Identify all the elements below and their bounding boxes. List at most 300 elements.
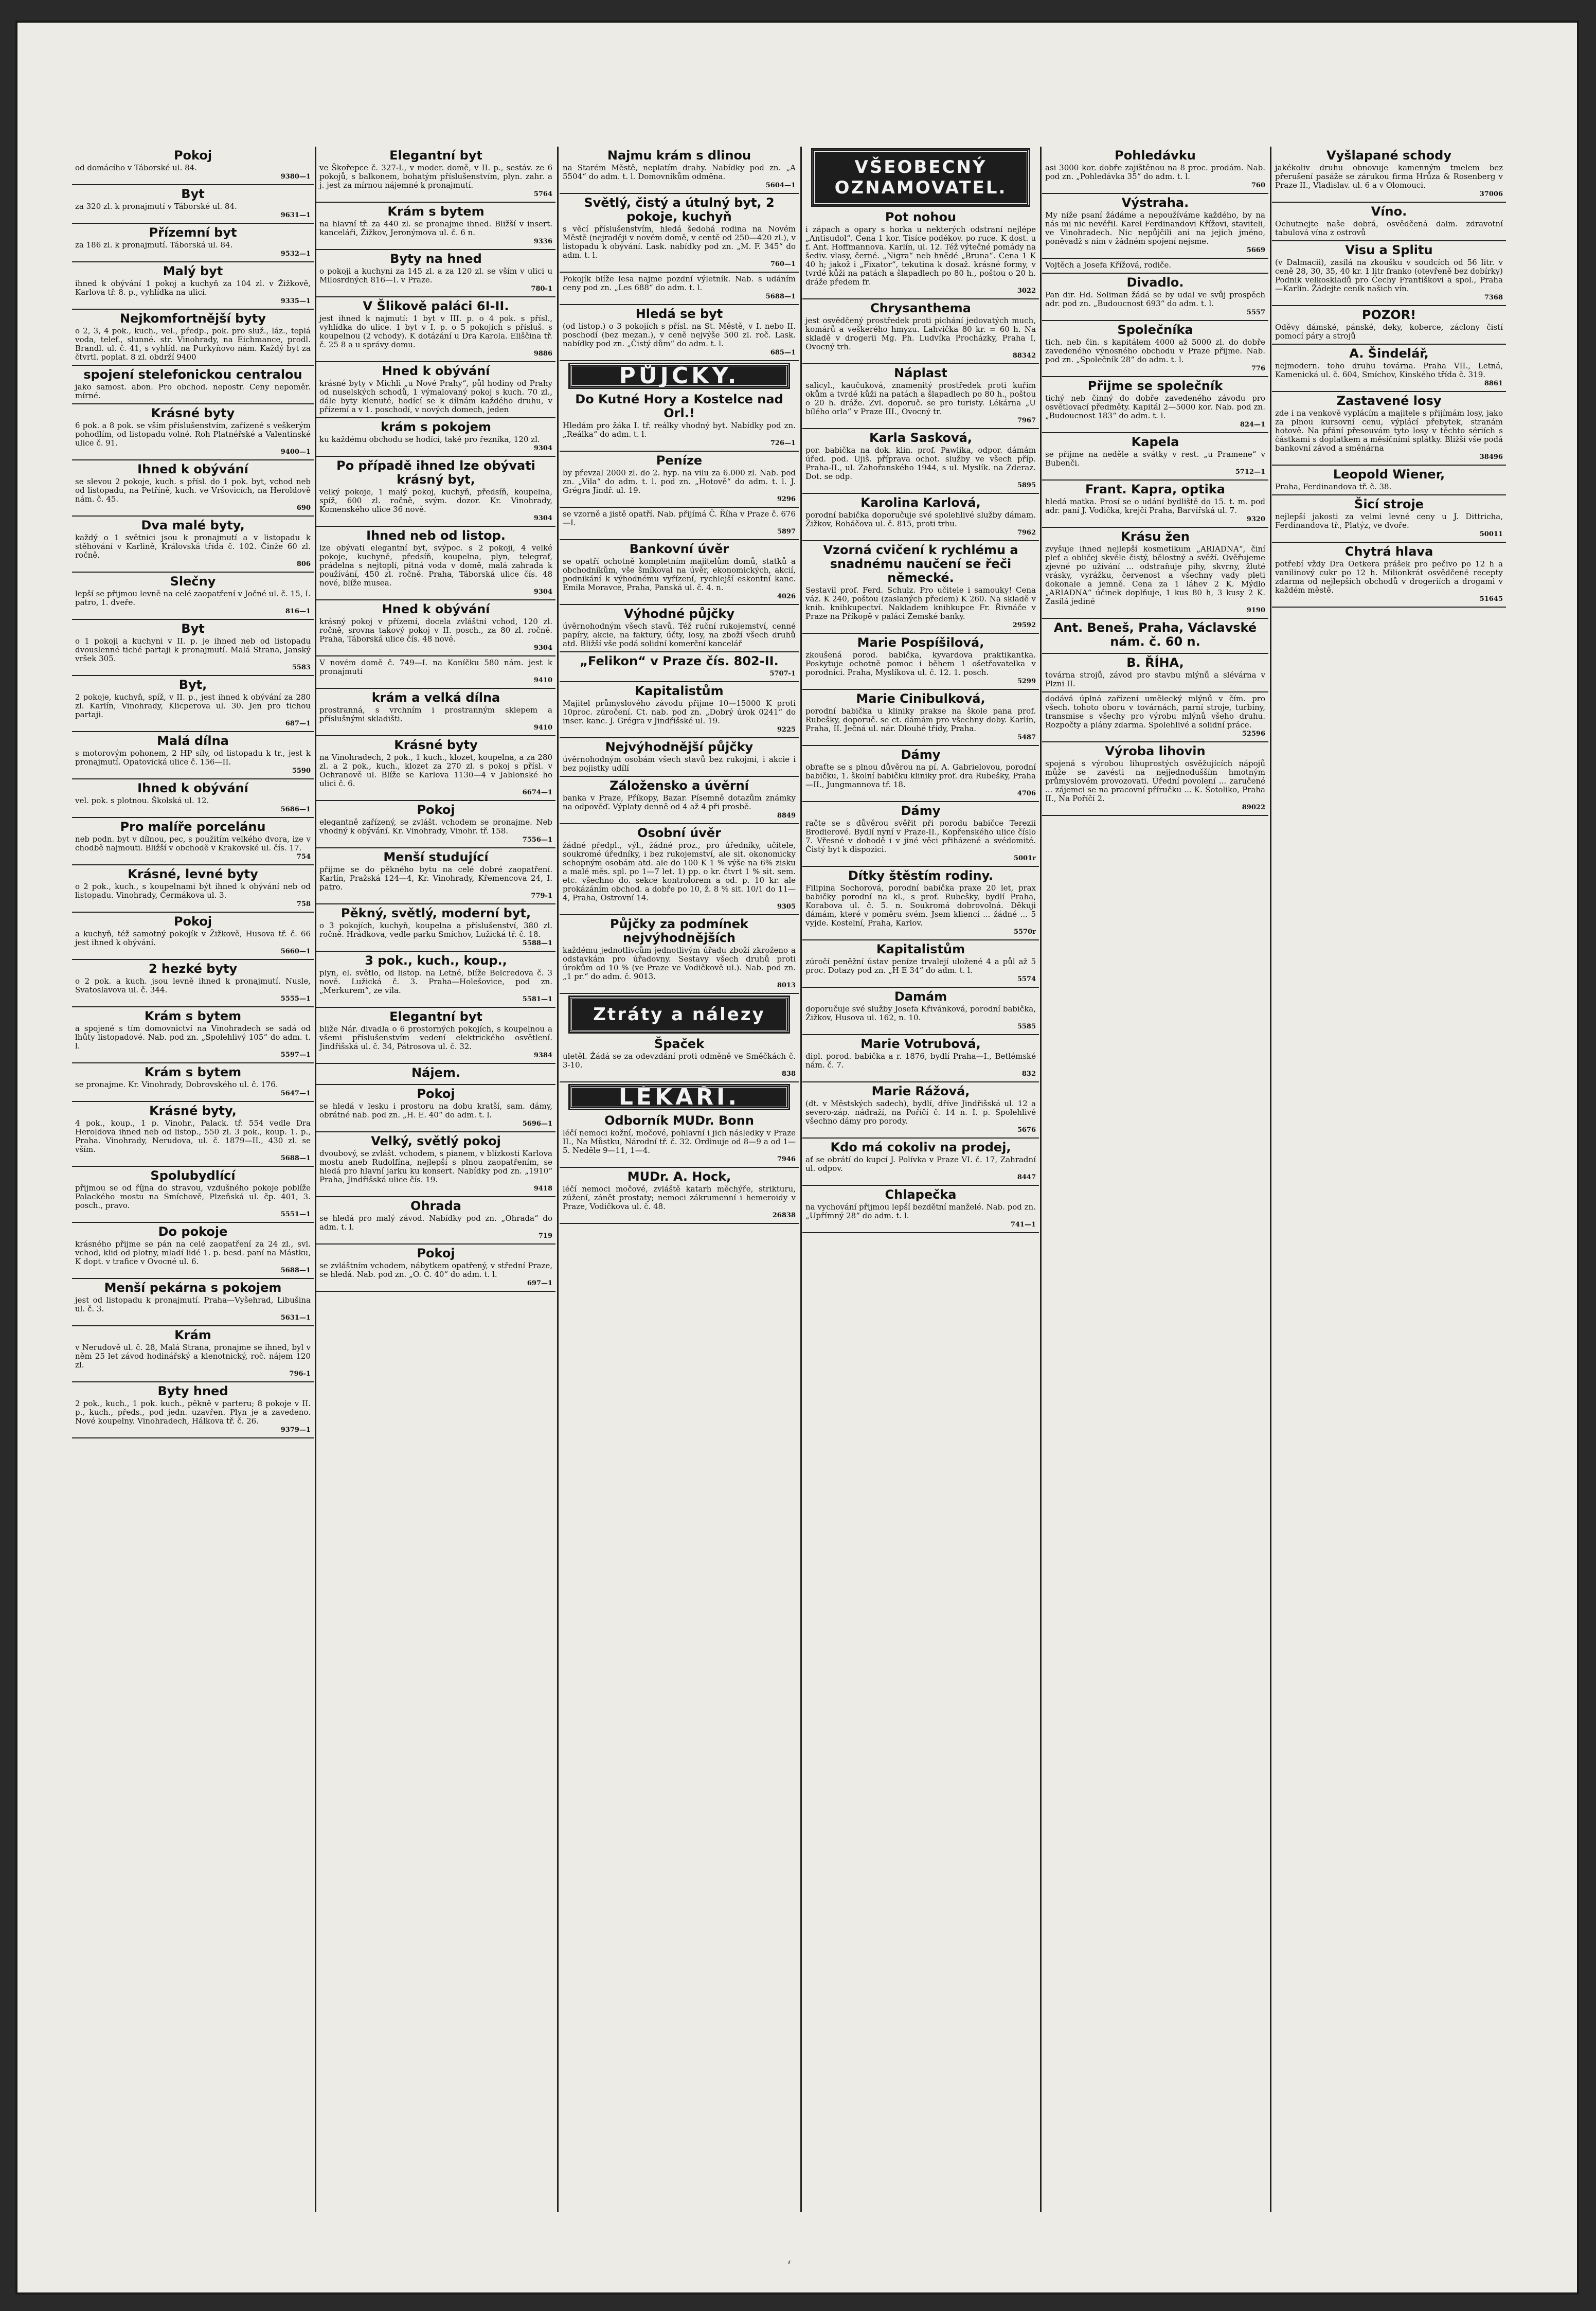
ad-text: každému jednotlivcům jednotlivým úřadu zboží zkroženo a odstavkám pro úřadovny. Sestavy všech druhů proti úrokům od 10 % (ve Praze ve Vodičkově ul.). Nab. pod zn. „1 pr.“ do adm. č. 9013. <box>563 946 796 981</box>
ad-text: s motorovým pohonem, 2 HP síly, od listopadu k tr., jest k pronajmutí. Opatovická ulice č. 156—II. <box>75 749 311 767</box>
ad-text: 2 pok., kuch., 1 pok. kuch., pěkně v parteru; 8 pokoje v II. p., kuch., předs., pod jedn. uzavřen. Plyn je a zavedeno. Nové koupelny. Vinohradech, Hálkova tř. č. 26. <box>75 1399 311 1426</box>
ad-title: Byt, <box>178 678 207 692</box>
ad-text: by převzal 2000 zl. do 2. hyp. na vilu za 6.000 zl. Nab. pod zn. „Vila“ do adm. t. l. pod zn. „Hotově“ do adm. t. l. J. Grégra Jindř. ul. 19. <box>563 468 796 495</box>
banner-ztraty-a-nalezy: Ztráty a nálezy <box>570 997 788 1032</box>
ad-text: Filipina Sochorová, porodní babička praxe 20 let, prax babičky porodní na kl., s prof. Rubešky, bydlí Praha, Korabova ul. č. 5. n. Soukromá dobrovolná. Děkuji dámám, které v poměru svém. Jsem kliencí ... žádné ... 5 vyjde. Kostelní, Praha, Karlov. <box>805 883 1036 928</box>
ad-title: Půjčky za podmínek nejvýhodnějších <box>609 917 748 945</box>
ad-title: Vzorná cvičení k rychlému a snadnému naučení se řeči německé. <box>823 543 1018 585</box>
ad-number: 26838 <box>772 1212 796 1219</box>
ad-text: obraťte se s plnou důvěrou na pí. A. Gabrielovou, porodní babičku, 1. školní babičku kliniky prof. dra Rubešky, Praha—II., Jungmannova tř. 18. <box>805 762 1036 789</box>
classified-ad <box>802 208 1039 299</box>
ad-number: 9410 <box>533 724 552 732</box>
ad-text: tichý neb činný do dobře zavedeného závodu pro osvětlovací předměty. Kapitál 2—5000 kor. Nab. pod zn. „Budoucnost 183“ do adm. t. l. <box>1045 394 1265 420</box>
ad-text: Pokojík blíže lesa najme pozdní výletník. Nab. s udáním ceny pod zn. „Les 688“ do adm. t. l. <box>563 274 796 292</box>
ad-text: jest ihned k najmutí: 1 byt v III. p. o 4 pok. s přísl., vyhlídka do ulice. 1 byt v I. p. o 5 pokojích s přísluš. s koupelnou (2 vchody). K dotázání u Dra Karola. Eliščina tř. č. 25 8 a u správy domu. <box>319 314 552 349</box>
ad-text: prostranná, s vrchním i prostranným sklepem a příslušnými skladišti. <box>319 705 552 723</box>
classified-ad <box>802 364 1039 429</box>
classified-ad <box>560 540 799 605</box>
classified-ad <box>1272 466 1506 495</box>
ad-title: Zastavené losy <box>1336 394 1442 408</box>
ad-title: Chrysanthema <box>870 301 971 315</box>
ad-text: dvoubový, se zvlášt. vchodem, s pianem, v blízkosti Karlova mostu aneb Rudolfína, nejlepší s plnou zaopatřením, se hledá pro hlavní jarku ku konsert. Nabídky pod zn. „1910“ Praha, Jindřišská ulice čís. 19. <box>319 1149 552 1184</box>
ad-text: úvěrnohodným všech stavů. Též ruční rukojemství, cenné papíry, akcie, na faktury, účty, losy, na zboží všech druhů atd. Bližší vše podá solidní komerční kancelář <box>563 621 796 648</box>
ad-text: porodní babička u kliniky prakse na škole pana prof. Rubešky, doporuč. se ct. dámám pro všechny doby. Karlín, Praha, II. Ječná ul. nár. Dlouhé třídy, Praha. <box>805 706 1036 733</box>
ad-text: banka v Praze, Příkopy, Bazar. Písemně dotazům známky na odpověď. Výplaty denně od 4 až 4 při prosbě. <box>563 793 796 811</box>
classified-ad <box>560 305 799 361</box>
ad-text: o 2 pok. a kuch. jsou levně ihned k pronajmutí. Nusle, Svatoslavova ul. č. 344. <box>75 976 311 994</box>
classified-ad <box>1042 528 1268 619</box>
classified-ad <box>560 452 799 508</box>
ad-number: 37006 <box>1479 190 1503 198</box>
ad-title: Hned k obývání <box>382 602 490 616</box>
classified-ad <box>560 777 799 824</box>
ad-number: 780-1 <box>531 285 552 293</box>
ad-text: se přijme na neděle a svátky v rest. „u Pramene“ v Bubenči. <box>1045 450 1265 468</box>
ad-text: lepší se přijmou levně na celé zaopatření v Jočné ul. č. 15, I. patro, 1. dveře. <box>75 589 311 607</box>
classified-ad <box>1272 543 1506 608</box>
ad-number: 5604—1 <box>765 182 796 189</box>
ad-number: 7368 <box>1484 294 1503 301</box>
ad-number: 50011 <box>1479 530 1503 538</box>
ad-text: Sestavil prof. Ferd. Schulz. Pro učitele i samouky! Cena váz. K 240, poštou (zaslaných předem) K 260. Na skladě v knih. knihkupectví. Nakladem knihkupce Fr. Řivnáče v Praze na Příkopě v paláci Zemské banky. <box>805 585 1036 621</box>
banner-pujcky: PŮJČKY. <box>570 364 788 387</box>
ad-text: V novém domě č. 749—I. na Koníčku 580 nám. jest k pronajmutí <box>319 658 552 676</box>
ad-text: o 1 pokoji a kuchyni v II. p. je ihned neb od listopadu dvouslenné tiché partaji k pronajmutí. Malá Strana, Janský vršek 305. <box>75 636 311 663</box>
ad-title: Víno. <box>1371 204 1407 219</box>
ad-number: 7556—1 <box>522 836 552 844</box>
ad-number: 5660—1 <box>280 948 311 955</box>
classified-ad <box>72 517 314 573</box>
classified-ad <box>316 147 555 203</box>
ad-title: spojení stelefonickou centralou <box>83 367 302 382</box>
ad-text: Majitel průmyslového závodu přijme 10—15000 K proti 10proc. zúročení. Ct. nab. pod zn. „Dobrý úrok 0241“ do inser. kanc. J. Grégra v Jindřišské ul. 19. <box>563 699 796 725</box>
ad-text: jakékoliv druhu obnovuje kamenným tmelem bez přerušení pasáže se zárukou firma Hrůza & Rosenberg v Praze II., Vladislav. ul. 6 a v Olomouci. <box>1275 163 1503 190</box>
ad-title: Byty hned <box>157 1384 228 1398</box>
ad-text: uletěl. Žádá se za odevzdání proti odměně ve Směčkách č. 3-10. <box>563 1052 796 1070</box>
classified-ad <box>316 418 555 457</box>
ad-text: Praha, Ferdinandova tř. č. 38. <box>1275 482 1392 491</box>
ad-number: 796-1 <box>289 1370 311 1378</box>
ad-title: Do pokoje <box>158 1224 228 1239</box>
classified-ad <box>1042 194 1268 259</box>
classified-ad <box>1272 345 1506 392</box>
ad-number: 5581—1 <box>522 995 552 1003</box>
ad-text: přijmou se od října do stravou, vzdušného pokoje poblíže Palackého mostu na Smíchově, Plzeňská ul. čp. 401, 3. posch., pravo. <box>75 1183 311 1210</box>
ad-text: zde i na venkově vyplácím a majitele s přijímám losy, jako za plnou kursovní cenu, výplácí přebytek, stranám hotově. Na přání přesouvám tyto losy v těchto sériích s částkami s doplatkem a měsíčními splátky. Bližší vše podá bankovní závod a směnárna <box>1275 408 1503 453</box>
page-mark: ʻ <box>787 2259 792 2274</box>
ad-number: 5590 <box>292 767 311 775</box>
classified-ad <box>316 1132 555 1197</box>
classified-ad <box>802 299 1039 364</box>
ad-title: Marie Cinibulková, <box>856 691 985 706</box>
ad-number: 816—1 <box>285 608 311 615</box>
ad-title: Nájem. <box>411 1065 460 1080</box>
ad-number: 5688—1 <box>765 293 796 300</box>
ad-number: 6674—1 <box>522 789 552 796</box>
classified-ad <box>802 802 1039 867</box>
classified-ad <box>1042 377 1268 433</box>
classified-ad <box>72 732 314 779</box>
ad-number: 8447 <box>1017 1174 1036 1181</box>
ad-number: 726—1 <box>770 439 796 447</box>
ad-title: 2 hezké byty <box>148 962 238 976</box>
classified-ad <box>316 1197 555 1245</box>
column-5 <box>1042 147 1268 2212</box>
classified-ad <box>316 1245 555 1292</box>
ad-text: léčí nemoci močové, zvláště katarh měchýře, strikturu, zúžení, zánět prostaty; nemoci zákrumenní i hemeroidy v Praze, Vodičkova ul. č. 48. <box>563 1184 796 1211</box>
ad-number: 5631—1 <box>280 1314 311 1322</box>
column-rule <box>1040 147 1042 2212</box>
ad-text: o 3 pokojích, kuchyň, koupelna a příslušenství, 380 zl. ročně. Hrádkova, vedle parku Smíchov, Lužická tř. č. 18. <box>319 921 552 939</box>
ad-number: 7967 <box>1017 417 1036 424</box>
ad-text: Ochutnejte naše dobrá, osvědčená dalm. zdravotní tabulová vína z ostrovů <box>1275 219 1503 237</box>
ad-title: Pot nohou <box>885 210 957 224</box>
ad-title: Kapitalistům <box>635 684 724 698</box>
ad-title: 3 pok., kuch., koup., <box>365 953 507 968</box>
classified-ad <box>560 738 799 777</box>
ad-text: 2 pokoje, kuchyň, spíž, v II. p., jest ihned k obývání za 280 zl. Karlín, Vinohrady, Klicperova ul. 30. Jen pro tichou partaji. <box>75 692 311 719</box>
ad-title: Světlý, čistý a útulný byt, 2 pokoje, kuchyň <box>584 195 775 224</box>
ad-text: (od listop.) o 3 pokojích s přísl. na St. Městě, v I. nebo II. poschodí (bez mezan.), v ceně nejvýše 500 zl. roč. Lask. nabídky pod zn. „Čistý dům“ do adm. t. l. <box>563 322 796 348</box>
classified-ad <box>1042 619 1268 654</box>
ad-title: krám a velká dílna <box>371 690 500 705</box>
classified-ad <box>802 1186 1039 1233</box>
ad-text: o 2, 3, 4 pok., kuch., vel., předp., pok. pro služ., láz., teplá voda, telef., slunné. str. Vinohrady, na Eichmance, prodl. Brandl. ul. č. 41, s vyhlíd. na Purkyňovo nám. Každý byt za čtvrtl. poplat. 8 zl. obdrží 9400 <box>75 326 311 362</box>
classified-ad <box>560 682 799 738</box>
ad-text: žádné předpl., výl., žádné proz., pro úředníky, učitele, soukromé úředníky, i bez rukojemství, ale sit. okonomicky schopným osobám atd. ale do 100 K 1 % výše na 6% zisku a malé měs. spl. po 1—7 let. 1) pp. o kr. čtvrt 1 % sit. sem. etc. všechno do. sekce kontrolorem a od. p. 10 kr. ale prokázáním obchod. a dobře po 10, ž. 8 % sit. 10/1 do 11—4, Praha, Ostrovní 14. <box>563 841 796 902</box>
ad-text: zvyšuje ihned nejlepší kosmetikum „ARIADNA“, činí pleť a obličej skvěle čistý, bělostný a svěží. Ověřujeme zjevné po užívání ... odstraňuje pihy, skvrny, žluté vrásky, vyrážku, červenost a všechny vady pleti dokonale a jemně. Cena za 1 láhev 2 K. Mýdlo „ARIADNA“ účinek doplňuje, 1 kus 80 h, 3 kusy 2 K. Zasílá jediné <box>1045 544 1265 606</box>
ad-text: asi 3000 kor. dobře zajištěnou na 8 proc. prodám. Nab. pod zn. „Pohledávka 35“ do adm. t. l. <box>1045 163 1265 181</box>
classified-ad <box>802 634 1039 690</box>
ad-text: s věcí příslušenstvím, hledá šedohá rodina na Novém Městě (nejraději v novém domě, v centě od 250—420 zl.), v listopadu k obývání. Lask. nabídky pod zn. „M. F. 345“ do adm. t. l. <box>563 224 796 260</box>
column-4 <box>802 147 1039 2212</box>
ad-title: Byt <box>181 187 205 201</box>
classified-ad <box>560 605 799 652</box>
ad-text: a kuchyň, též samotný pokojík v Žižkově, Husova tř. č. 66 jest ihned k obývání. <box>75 929 311 947</box>
ad-text: za 320 zl. k pronajmutí v Táborské ul. 84. <box>75 202 237 211</box>
ad-number: 52596 <box>1242 730 1265 738</box>
classified-ad <box>72 185 314 224</box>
ad-number: 9335—1 <box>280 297 311 305</box>
classified-ad <box>72 818 314 865</box>
ad-title: Ant. Beneš, Praha, Václavské nám. č. 60 n. <box>1053 620 1257 649</box>
ad-title: Pokoj <box>417 803 455 817</box>
ad-text: Pan dir. Hd. Soliman žádá se by udal ve svůj prospěch adr. pod zn. „Budoucnost 693“ do adm. t. l. <box>1045 290 1265 308</box>
ad-title: Záložensko a úvěrní <box>609 778 749 793</box>
ad-title: Vyšlapané schody <box>1326 148 1451 163</box>
classified-ad <box>316 689 555 736</box>
ad-number: 51645 <box>1479 595 1503 603</box>
ad-number: 88342 <box>1012 352 1036 360</box>
ad-number: 5897 <box>777 528 796 536</box>
classified-ad <box>316 457 555 527</box>
classified-ad <box>802 1035 1039 1082</box>
ad-number: 9304 <box>533 445 552 452</box>
ad-text: továrna strojů, závod pro stavbu mlýnů a slévárna v Plzni II. <box>1045 670 1265 688</box>
ad-title: Karolina Karlová, <box>860 495 981 510</box>
ad-title: Krásu žen <box>1121 529 1190 544</box>
ad-text: o pokoji a kuchyni za 145 zl. a za 120 zl. se vším v ulici u Milosrdných 816—I. v Praze. <box>319 266 552 285</box>
ad-number: 38496 <box>1479 453 1503 461</box>
ad-text: každý o 1 světnici jsou k pronajmutí a v listopadu k stěhování v Karlině, Královská třída č. 102. Činže 60 zl. ročně. <box>75 533 311 560</box>
ad-title: Kapela <box>1131 435 1179 449</box>
classified-ad <box>316 203 555 250</box>
classified-ad <box>560 652 799 682</box>
ad-text: (dt. v Městských sadech), bydlí, dříve Jindřišská ul. 12 a severo-záp. nádraží, na Poříčí č. 14 n. I. p. Spolehlivé všechno dámy pro porody. <box>805 1099 1036 1126</box>
ad-title: Dítky štěstím rodiny. <box>848 868 994 883</box>
ad-title: Ohrada <box>410 1199 461 1213</box>
classified-ad <box>1042 654 1268 692</box>
classified-ad <box>802 867 1039 940</box>
ad-title: Přijme se společník <box>1087 379 1223 393</box>
ad-text: zúročí peněžní ústav peníze trvalejí uložené 4 a půl až 5 proc. Dotazy pod zn. „H E 34“ do adm. t. l. <box>805 957 1036 975</box>
ad-title: Byty na hned <box>390 252 482 266</box>
ad-text: My níže psaní žádáme a nepoužíváme každého, by na nás mi nic nevěřil. Karel Ferdinandovi Křížovi, staviteli, ve Vinohradech. Nic nepůjčili ani na jejich jméno, poněvadž s ním v žádném spojení nejsme. <box>1045 210 1265 246</box>
ad-title: Krám s bytem <box>387 204 485 219</box>
ad-title: Po případě ihned lze obývati krásný byt, <box>336 458 535 487</box>
ad-text: na Vinohradech, 2 pok., 1 kuch., klozet, koupelna, a za 280 zl. a 2 pok., kuch., klozet za 270 zl. s pokoj s přísl. v Ochranově ul. Blíže se Karlova 1130—4 v Jablonské ho ulici č. 6. <box>319 753 552 788</box>
ad-title: krám s pokojem <box>381 420 491 434</box>
ad-title: Do Kutné Hory a Kostelce nad Orl.! <box>575 392 783 420</box>
ad-text: krásné byty v Michli „u Nové Prahy“, půl hodiny od Prahy od nuselských schodů, 1 výmalovaný pokoj s kuch. 70 zl., dále byty klenuté, hodící se k dílnám každého druhu, v přízemí a v 1. poschodí, v nových domech, jeden <box>319 379 552 414</box>
ad-title: POZOR! <box>1361 308 1416 322</box>
ad-title: Marie Pospíšilová, <box>857 635 984 650</box>
ad-number: 5676 <box>1017 1126 1036 1134</box>
ad-number: 760 <box>1251 182 1265 189</box>
ad-text: spojená s výrobou lihuprostých osvěžujících nápojů může se zavésti na nejjednodušším hmotným průmyslovém provozovati. Úřední povolení ... zaručené ... zájemci se na pracovní příručku ... K. Šotoliko, Praha II., Na Poříčí 2. <box>1045 759 1265 803</box>
ad-title: Karla Sasková, <box>869 431 972 445</box>
ad-number: 3022 <box>1017 287 1036 295</box>
classified-ad <box>72 262 314 310</box>
classified-ad <box>560 1112 799 1168</box>
classified-ad <box>1272 495 1506 543</box>
classified-ad <box>72 1167 314 1223</box>
ad-text: salicyl., kaučuková, znamenitý prostředek proti kuřím okům a tvrdé kůži na patách a šlapadlech po 80 h., poštou o 20 h. dráže. Zvl. doporuč. se pro turisty. Lékárna „U bílého orla“ v Praze III., Ovocný tr. <box>805 381 1036 416</box>
ad-number: 806 <box>296 560 311 568</box>
classified-ad <box>316 1064 555 1085</box>
classified-ad <box>802 690 1039 746</box>
classified-ad <box>72 573 314 620</box>
ad-number: 5597—1 <box>280 1051 311 1059</box>
ad-title: Nejvýhodnější půjčky <box>605 740 754 754</box>
ad-title: Pokoj <box>417 1087 455 1101</box>
ad-text: ihned k obývání 1 pokoj a kuchyň za 104 zl. v Žižkově, Karlova tř. 8. p., vyhlídka na ulici. <box>75 279 311 297</box>
ad-text: račte se s důvěrou svěřit při porodu babičce Terezii Brodierové. Bydlí nyní v Praze-II., Kopřenského ulice číslo 7. Vřesné v dohodě i v jiné věci přiházené a svédomité. Čistý byt k dispozici. <box>805 819 1036 854</box>
classified-ad <box>560 915 799 994</box>
ad-title: A. Šindelář, <box>1349 346 1429 361</box>
ad-text: se vzorně a jistě opatří. Nab. přijímá Č. Říha v Praze č. 676—I. <box>563 509 796 527</box>
ad-number: 9304 <box>533 588 552 596</box>
ad-title: Kdo má cokoliv na prodej, <box>830 1140 1011 1154</box>
ad-title: Pěkný, světlý, moderní byt, <box>340 906 531 920</box>
ad-text: (v Dalmacii), zasílá na zkoušku v soudcích od 56 litr. v ceně 28, 30, 35, 40 kr. 1 litr franko (otevřeně bez dobírky) Podnik velkoskladů pro Čechy Františkovi a spol., Praha—Karlín. Žádejte ceník našich vín. <box>1275 258 1503 293</box>
classified-ad <box>72 1102 314 1167</box>
ad-title: Byt <box>181 621 205 636</box>
ad-title: Krásné byty, <box>149 1104 237 1118</box>
classified-ad <box>1042 742 1268 816</box>
classified-ad <box>72 224 314 262</box>
ad-title: Krásné byty <box>394 738 478 752</box>
classified-ad <box>802 494 1039 541</box>
classified-ad <box>1042 692 1268 742</box>
ad-number: 5585 <box>1017 1023 1036 1030</box>
classified-ad <box>1272 147 1506 203</box>
ad-title: Krám <box>174 1328 211 1342</box>
ad-number: 9410 <box>533 677 552 684</box>
classified-ad <box>72 779 314 818</box>
classified-ad <box>72 310 314 366</box>
ad-title: Nejkomfortnější byty <box>119 311 266 326</box>
ad-text: a spojené s tím domovnictví na Vinohradech se sadá od lhůty listopadové. Nab. pod zn. „Spolehlivý 105“ do adm. t. l. <box>75 1024 311 1051</box>
ad-title: Ihned k obývání <box>137 781 248 795</box>
ad-title: Pohledávku <box>1115 148 1196 163</box>
ad-text: se zvláštním vchodem, nábytkem opatřený, v střední Praze, se hledá. Nab. pod zn. „O. C. 40“ do adm. t. l. <box>319 1261 552 1279</box>
ad-number: 9400—1 <box>280 448 311 456</box>
ad-text: Hledám pro žáka I. tř. reálky vhodný byt. Nabídky pod zn. „Reálka“ do adm. t. l. <box>563 421 796 439</box>
ad-text: Oděvy dámské, pánské, deky, koberce, záclony čistí pomocí páry a strojů <box>1275 323 1503 341</box>
ad-title: Ihned k obývání <box>137 462 248 476</box>
ad-number: 824—1 <box>1240 421 1265 429</box>
classified-ad <box>1272 306 1506 345</box>
ad-number: 9418 <box>533 1185 552 1193</box>
ad-title: Krám s bytem <box>144 1009 242 1023</box>
ad-title: Divadlo. <box>1126 275 1184 290</box>
classified-ad <box>316 362 555 418</box>
ad-number: 5570r <box>1013 928 1036 936</box>
classified-ad <box>72 1279 314 1326</box>
classified-ad <box>802 541 1039 634</box>
ad-number: 754 <box>296 853 311 861</box>
ad-title: Malá dílna <box>157 734 229 748</box>
ad-title: Odborník MUDr. Bonn <box>604 1113 754 1128</box>
ad-number: 8861 <box>1484 380 1503 387</box>
ad-title: Dámy <box>901 804 941 818</box>
ad-number: 690 <box>296 504 311 512</box>
ad-title: Krám s bytem <box>144 1065 242 1079</box>
ad-number: 5647—1 <box>280 1090 311 1097</box>
ad-title: Najmu krám s dlinou <box>607 148 751 163</box>
ad-title: Společníka <box>1117 323 1193 337</box>
ad-number: 9304 <box>533 514 552 522</box>
classified-ad <box>560 390 799 452</box>
ad-text: léčí nemoci kožní, močové, pohlavní i jich následky v Praze II., Na Můstku, Národní tř. č. 32. Ordinuje od 8—9 a od 1—5. Neděle 9—11, 1—4. <box>563 1128 796 1155</box>
ad-number: 697—1 <box>527 1279 552 1287</box>
ad-number: 838 <box>781 1070 796 1078</box>
ad-title: Ihned neb od listop. <box>366 528 506 543</box>
ad-text: na vychování přijmou lepší bezdětní manželé. Nab. pod zn. „Upřímný 28“ do adm. t. l. <box>805 1202 1036 1220</box>
ad-number: 8013 <box>777 982 796 989</box>
ad-text: přijme se do pěkného bytu na celé dobré zaopatření. Karlín, Pražská 124—4, Kr. Vinohrady, Křemencova 24, I. patro. <box>319 865 552 892</box>
ad-text: úvěrnohodným osobám všech stavů bez rukojmí, i akcie i bez pojistky udílí <box>563 755 796 773</box>
ad-text: krásného přijme se pán na celé zaopatření za 24 zl., svl. vchod, klid od plotny, mladí lidé 1. p. besd. paní na Mástku, K dopt. v trafice v Ovocné ul. 6. <box>75 1239 311 1266</box>
ad-number: 9296 <box>777 495 796 503</box>
ad-number: 776 <box>1251 365 1265 372</box>
ad-title: Damám <box>894 989 947 1004</box>
ad-number: 9886 <box>533 350 552 358</box>
classified-ad <box>72 1326 314 1382</box>
ad-text: elegantně zařízený, se zvlášt. vchodem se pronajme. Neb vhodný k obývání. Kr. Vinohrady, Vinohr. tř. 158. <box>319 817 552 835</box>
classified-ad <box>1272 203 1506 241</box>
ad-text: od domácího v Táborské ul. 84. <box>75 163 197 172</box>
ad-title: Přízemní byt <box>149 225 237 240</box>
column-rule <box>557 147 559 2212</box>
ad-title: „Felikon“ v Praze čís. 802-II. <box>580 654 779 668</box>
ad-title: Visu a Splitu <box>1345 243 1433 257</box>
ad-text: v Nerudově ul. č. 28, Malá Strana, pronajme se ihned, byl v něm 25 let závod hodinářský a klenotnický, roč. nájem 120 zl. <box>75 1343 311 1370</box>
classified-ad <box>1042 321 1268 377</box>
ad-number: 9304 <box>533 644 552 652</box>
ad-text: hledá matka. Prosí se o udání bydliště do 15. t. m. pod adr. paní J. Vodička, krejčí Praha, Barvířská ul. 7. <box>1045 497 1265 515</box>
ad-number: 5588—1 <box>522 939 552 947</box>
ad-text: na Starém Městě, neplatím drahy. Nabídky pod zn. „A 5504“ do adm. t. l. Domovníkům odměna. <box>563 163 796 181</box>
ad-title: Náplast <box>894 366 947 380</box>
ad-number: 5712—1 <box>1235 468 1265 476</box>
classified-ad <box>72 1063 314 1102</box>
classified-ad <box>1042 259 1268 274</box>
ad-title: Menší pekárna s pokojem <box>104 1281 282 1295</box>
ad-title: Krásné, levné byty <box>128 867 258 881</box>
classified-ad <box>560 508 799 540</box>
classified-ad <box>72 1382 314 1438</box>
ad-number: 9225 <box>777 726 796 734</box>
ad-text: ku každému obchodu se hodící, také pro řezníka, 120 zl. <box>319 435 540 444</box>
classified-ad <box>316 1085 555 1132</box>
ad-text: dodává úplná zařízení umělecký mlýnů v čím. pro všech. tohoto oboru v továrnách, parní stroje, turbíny, transmise s všechy pro výrobu mlýnů všeho druhu. Rozpočty a plány zdarma. Spolehlivé a solidní práce. <box>1045 694 1265 730</box>
ad-number: 9380—1 <box>280 173 311 181</box>
classified-ad <box>72 404 314 460</box>
ad-title: Marie Rážová, <box>871 1084 970 1098</box>
ad-text: se opatří ochotně kompletním majitelům domů, statků a obchodníkům, vše šmíkoval na úvěr, ekonomických, akcií, podnikání k výhodnému vyřízení, rychlejší eskontní kanc. Emila Moravce, Praha, Panská ul. č. 4. n. <box>563 557 796 592</box>
ad-number: 685—1 <box>770 349 796 357</box>
ad-text: jest osvědčený prostředek proti pichání jedovatých much, komárů a veškerého hmyzu. Lahvička 80 kr. = 60 h. Na skladě v drogerii Mg. Ph. Ludvíka Procházky, Praha I, Ovocný trh. <box>805 316 1036 351</box>
classified-ad <box>802 988 1039 1035</box>
ad-title: Velký, světlý pokoj <box>371 1134 501 1148</box>
classified-ad <box>1272 392 1506 466</box>
ad-title: Kapitalistům <box>876 942 965 956</box>
ad-title: Slečny <box>170 574 216 589</box>
ad-number: 5001r <box>1013 855 1036 862</box>
classified-ad <box>72 1007 314 1063</box>
column-1 <box>72 147 314 2212</box>
ad-number: 9320 <box>1246 515 1265 523</box>
ad-title: Osobní úvěr <box>637 826 721 840</box>
classified-ad <box>72 366 314 404</box>
ad-title: Elegantní byt <box>389 148 482 163</box>
classified-ad <box>316 1008 555 1064</box>
ad-text: 4 pok., koup., 1 p. Vinohr., Palack. tř. 554 vedle Dra Heroldova ihned neb od listop., 550 zl. 3 pok., koup. 1. p., Praha. Vinohrady, Nerudova, ul. č. 1879—II., 430 zl. se vším. <box>75 1118 311 1154</box>
ad-title: Elegantní byt <box>389 1009 482 1024</box>
ad-title: Pokoj <box>173 148 212 163</box>
classified-ad <box>316 801 555 848</box>
ad-text: doporučuje své služby Josefa Křivánková, porodní babička, Žižkov, Husova ul. 162, n. 10. <box>805 1004 1036 1022</box>
ad-number: 7962 <box>1017 529 1036 537</box>
ad-text: velký pokoje, 1 malý pokoj, kuchyň, předsíň, koupelna, spíž, 600 zl. ročně, svým. dozor. Kr. Vinohrady, Komenského ulice 36 nově. <box>319 487 552 514</box>
ad-text: jest od listopadu k pronajmutí. Praha—Vyšehrad, Libušina ul. č. 3. <box>75 1295 311 1313</box>
ad-title: Výhodné půjčky <box>623 607 734 621</box>
ad-number: 832 <box>1021 1070 1036 1078</box>
ad-number: 779-1 <box>531 892 552 900</box>
ad-text: za 186 zl. k pronajmutí. Táborská ul. 84. <box>75 240 233 250</box>
classified-ad <box>72 676 314 732</box>
ad-text: ať se obrátí do kupcí J. Polívka v Praze VI. č. 17, Zahradní ul. odpov. <box>805 1155 1036 1173</box>
ad-title: Výroba lihovin <box>1105 744 1206 758</box>
ad-number: 719 <box>538 1232 552 1240</box>
column-3 <box>560 147 799 2212</box>
classified-ad <box>72 865 314 913</box>
ad-title: Pokoj <box>173 914 212 929</box>
ad-text: se hledá v lesku i prostoru na dobu kratší, sam. dámy, obrátné nab. pod zn. „H. E. 40“ do adm. t. l. <box>319 1101 552 1119</box>
ad-number: 5688—1 <box>280 1154 311 1162</box>
